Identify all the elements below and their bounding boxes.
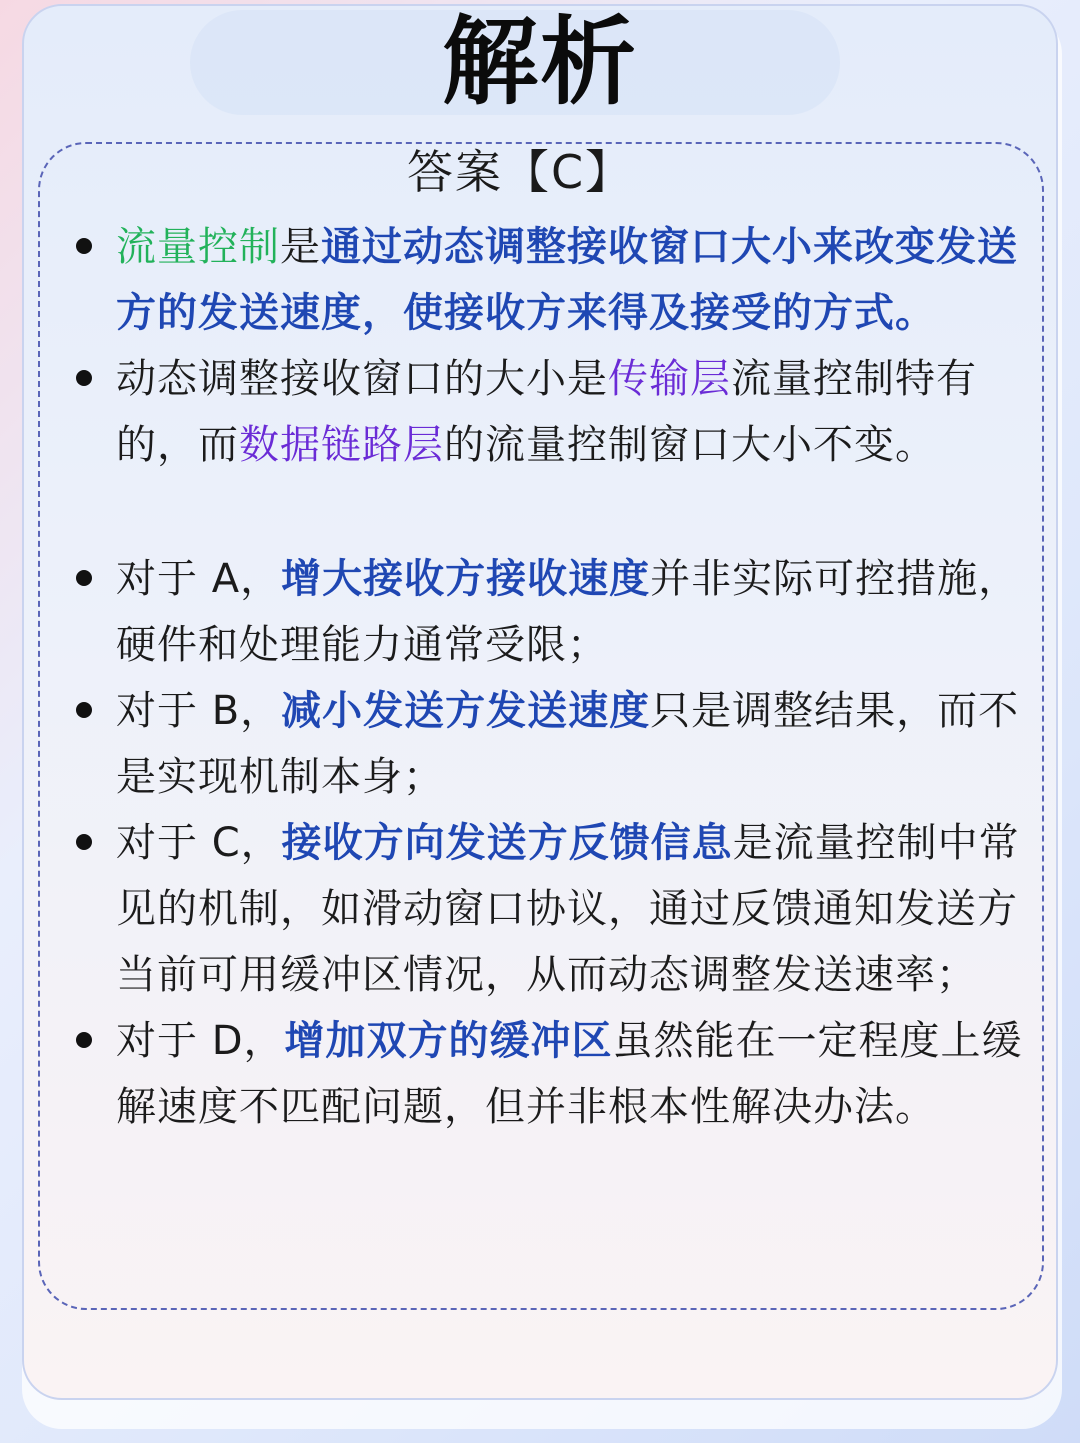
bullet-text-plain: 虽然能在一定程度上缓解速度不匹配问题，但并非根本性解决办法。 <box>116 1018 1023 1130</box>
bullet-text-plain: 并非实际可控措施，硬件和处理能力通常受限； <box>116 556 1020 668</box>
bullet-dot-icon <box>76 702 92 718</box>
bullet-text-plain: 对于 B， <box>116 688 282 734</box>
bullet-text-highlight: 数据链路层 <box>239 422 444 468</box>
explanation-list <box>72 214 1028 1140</box>
bullet-text-highlight: 通过动态调整接收窗口大小来改变发送方的发送速度，使接收方来得及接受的方式。 <box>116 224 1018 336</box>
bullet-text-plain: 对于 C， <box>116 820 282 866</box>
answer-heading: 答案【C】 <box>406 145 634 199</box>
bullet-text-plain: 的流量控制窗口大小不变。 <box>444 422 936 468</box>
bullet-text-plain: 动态调整接收窗口的大小是 <box>116 356 608 402</box>
bullet-text-highlight: 增大接收方接收速度 <box>281 556 651 602</box>
bullet-text-plain: 对于 D， <box>116 1018 285 1064</box>
bullet-item <box>72 346 1028 478</box>
bullet-dot-icon <box>76 370 92 386</box>
bullet-text-plain: 流量控制特有的，而 <box>116 356 977 468</box>
bullet-item <box>72 546 1028 678</box>
spacer <box>72 478 1028 546</box>
bullet-dot-icon <box>76 570 92 586</box>
bullet-text-highlight: 增加双方的缓冲区 <box>284 1018 613 1064</box>
bullet-text-plain: 是流量控制中常见的机制，如滑动窗口协议，通过反馈通知发送方当前可用缓冲区情况，从而动态调整发送速率； <box>116 820 1020 998</box>
bullet-item <box>72 678 1028 810</box>
bullet-item <box>72 1008 1028 1140</box>
bullet-text-plain: 只是调整结果，而不是实现机制本身； <box>116 688 1020 800</box>
bullet-text-plain: 是 <box>280 224 321 270</box>
bullet-dot-icon <box>76 1032 92 1048</box>
page-title: 解析 <box>442 6 638 118</box>
bullet-text-highlight: 传输层 <box>608 356 731 402</box>
bullet-dot-icon <box>76 238 92 254</box>
bullet-item <box>72 214 1028 346</box>
bullet-text-highlight: 流量控制 <box>116 224 280 270</box>
bullet-dot-icon <box>76 834 92 850</box>
bullet-item <box>72 810 1028 1008</box>
bullet-text-highlight: 接收方向发送方反馈信息 <box>281 820 733 866</box>
bullet-text-highlight: 减小发送方发送速度 <box>281 688 651 734</box>
bullet-text-plain: 对于 A， <box>116 556 282 602</box>
